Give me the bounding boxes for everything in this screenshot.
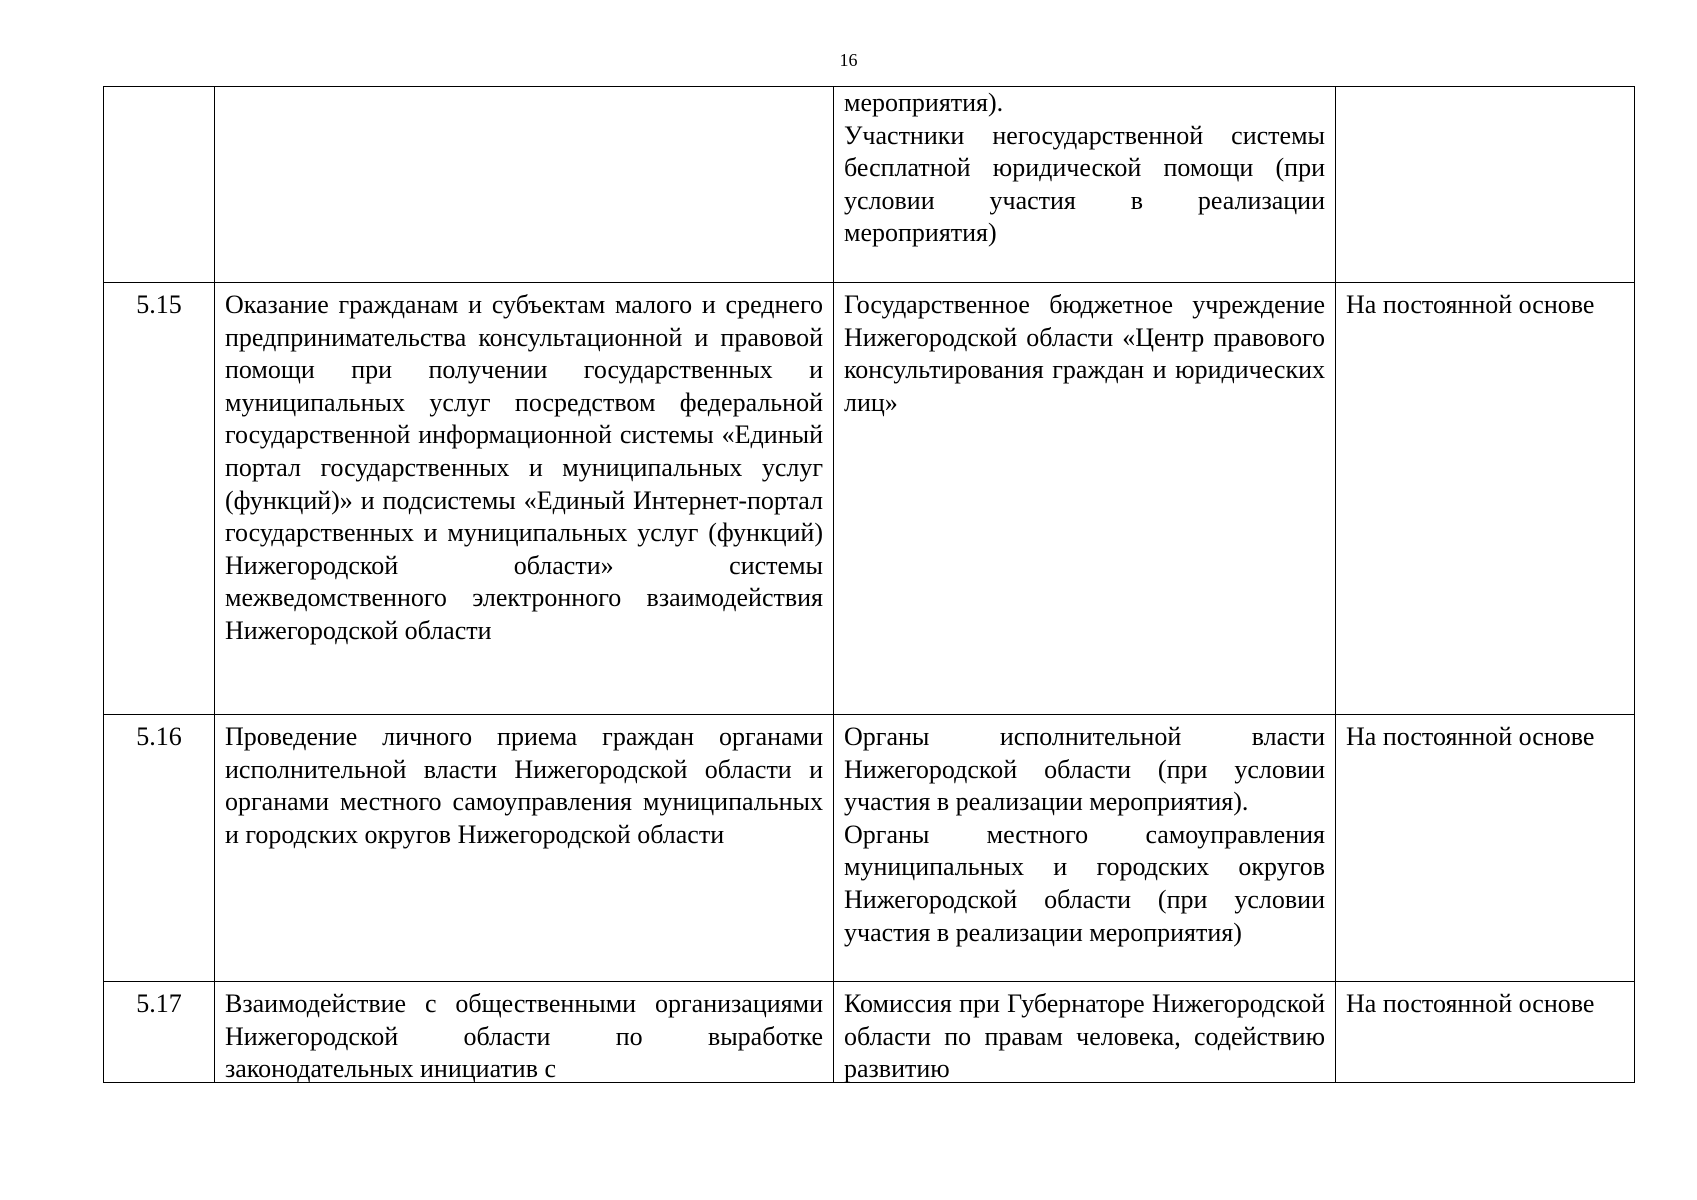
term-cell: На постоянной основе <box>1336 715 1635 982</box>
table-row <box>104 87 1635 283</box>
event-cell <box>215 982 834 1083</box>
executor-cell <box>834 982 1336 1083</box>
row-number-cell: 5.16 <box>104 715 215 982</box>
row-number-cell: 5.17 <box>104 982 215 1083</box>
row-number-cell: 5.15 <box>104 283 215 715</box>
table-row <box>104 715 1635 982</box>
event-cell: Проведение личного приема граждан органами исполнительной власти Нижегородской области и органами местного самоуправления муниципальных и городских округов Нижегородской области <box>215 715 834 982</box>
executor-paragraph: Комиссия при Губернаторе Нижегородской области по правам человека, содействию развитию <box>844 989 1325 1082</box>
term-cell: На постоянной основе <box>1336 283 1635 715</box>
executor-cell <box>834 283 1336 715</box>
event-cell <box>215 87 834 283</box>
term-cell: На постоянной основе <box>1336 982 1635 1083</box>
executor-cell <box>834 87 1336 283</box>
table-row <box>104 982 1635 1083</box>
executor-paragraph: мероприятия). <box>844 88 1004 117</box>
row-number-cell <box>104 87 215 283</box>
event-cell: Оказание гражданам и субъектам малого и среднего предпринимательства консультационной и правовой помощи при получении государственных и муниципальных услуг посредством федеральной государственной информационной системы «Единый портал государственных и муниципальных услуг (функций)» и подсистемы «Единый Интернет-портал государственных и муниципальных услуг (функций) Нижегородской области» системы межведомственного электронного взаимодействия Нижегородской области <box>215 283 834 715</box>
event-text: Взаимодействие с общественными организациями Нижегородской области по выработке законодательных инициатив с <box>225 989 823 1082</box>
page-number: 16 <box>839 50 858 70</box>
executor-paragraph: Органы исполнительной власти Нижегородской области (при условии участия в реализации мероприятия). <box>844 722 1325 817</box>
executor-paragraph: Участники негосударственной системы бесплатной юридической помощи (при условии участия в реализации мероприятия) <box>844 120 1325 248</box>
measures-table <box>103 86 1635 1083</box>
term-cell <box>1336 87 1635 283</box>
table-row <box>104 283 1635 715</box>
executor-paragraph: Органы местного самоуправления муниципальных и городских округов Нижегородской области (при условии участия в реализации мероприятия) <box>844 819 1325 947</box>
executor-cell <box>834 715 1336 982</box>
executor-paragraph: Государственное бюджетное учреждение Нижегородской области «Центр правового консультирования граждан и юридических лиц» <box>844 290 1325 417</box>
